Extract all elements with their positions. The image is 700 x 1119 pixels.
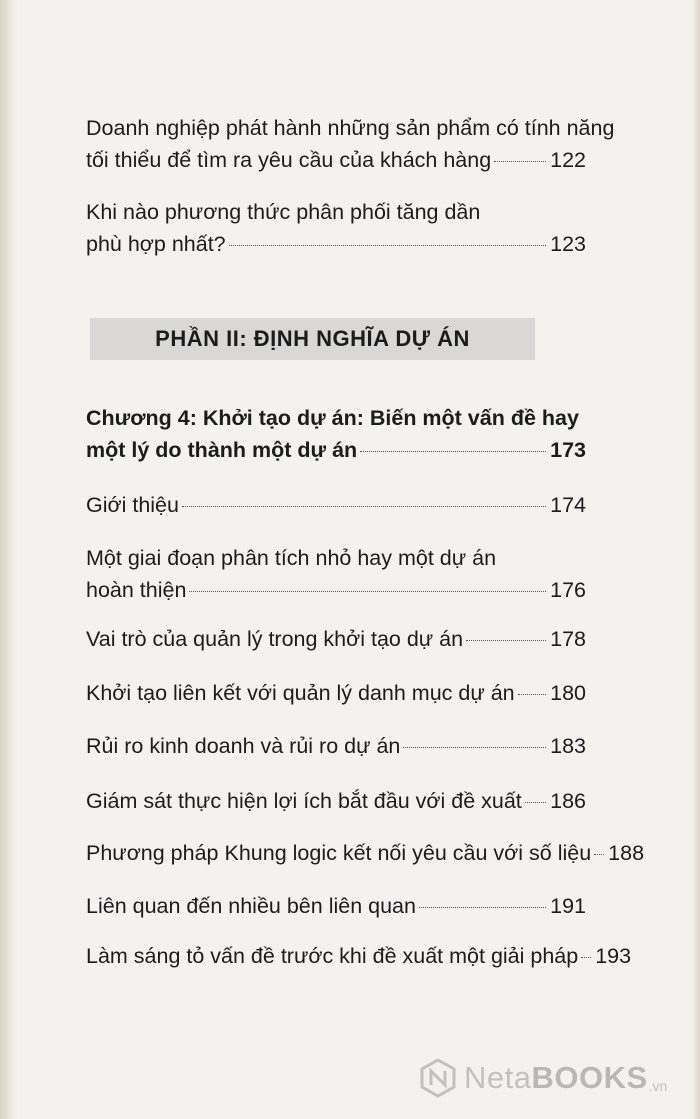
toc-entry-line2: Vai trò của quản lý trong khởi tạo dự án: [86, 627, 464, 651]
dot-leader: [494, 161, 546, 162]
toc-entry-line1: Chương 4: Khởi tạo dự án: Biến một vấn đề hay: [86, 406, 579, 430]
watermark-brand-bold: BOOKS: [531, 1060, 648, 1095]
toc-entry-line1: Một giai đoạn phân tích nhỏ hay một dự án: [86, 546, 497, 570]
toc-entry-line1: Doanh nghiệp phát hành những sản phẩm có tính năng: [86, 116, 615, 140]
toc-entry-logframe: [86, 837, 645, 869]
toc-entry-incremental-delivery: [86, 196, 586, 260]
toc-page-number: 176: [550, 578, 586, 602]
dot-leader: [525, 802, 546, 803]
toc-entry-line2: phù hợp nhất?: [86, 232, 226, 256]
toc-entry-line2: Phương pháp Khung logic kết nối yêu cầu với số liệu: [86, 841, 592, 865]
dot-leader: [518, 694, 546, 695]
toc-entry-line2: Khởi tạo liên kết với quản lý danh mục dự án: [86, 681, 515, 705]
page-edge-shadow: [692, 0, 700, 1119]
watermark-brand: [464, 1060, 648, 1096]
toc-entry-line2: hoàn thiện: [86, 578, 187, 602]
toc-entry-line2: tối thiểu để tìm ra yêu cầu của khách hàng: [86, 148, 492, 172]
dot-leader: [360, 451, 546, 452]
toc-page-number: 123: [550, 232, 586, 256]
dot-leader: [581, 957, 591, 958]
toc-entry-line2: Giới thiệu: [86, 493, 179, 517]
toc-page-number: 188: [608, 841, 645, 865]
toc-entry-clarify-problem: [86, 940, 632, 972]
book-spine-shadow: [0, 0, 18, 1119]
watermark-suffix: .vn: [648, 1078, 668, 1094]
dot-leader: [419, 907, 546, 908]
toc-page-number: 173: [550, 438, 586, 462]
dot-leader: [466, 640, 546, 641]
toc-page-number: 193: [595, 944, 632, 968]
toc-entry-line2: Giám sát thực hiện lợi ích bắt đầu với đề xuất: [86, 789, 522, 813]
toc-entry-portfolio: [86, 677, 586, 709]
toc-page-number: 191: [550, 894, 586, 918]
dot-leader: [594, 854, 604, 855]
toc-entry-line2: Liên quan đến nhiều bên liên quan: [86, 894, 416, 918]
toc-entry-chapter-4: [86, 402, 586, 466]
toc-entry-line1: Khi nào phương thức phân phối tăng dần: [86, 200, 481, 224]
dot-leader: [189, 591, 546, 592]
toc-entry-small-analysis: [86, 542, 586, 606]
toc-page-number: 183: [550, 734, 586, 758]
part-heading: PHẦN II: ĐỊNH NGHĨA DỰ ÁN: [90, 318, 535, 360]
toc-page-number: 178: [550, 627, 586, 651]
watermark-brand-light: Neta: [464, 1060, 532, 1095]
toc-entry-mvp: [86, 112, 615, 176]
toc-entry-line2: Rủi ro kinh doanh và rủi ro dự án: [86, 734, 401, 758]
toc-page-number: 180: [550, 681, 586, 705]
toc-entry-benefits: [86, 785, 586, 817]
toc-page-number: 122: [550, 148, 586, 172]
toc-entry-line2: một lý do thành một dự án: [86, 438, 358, 462]
toc-entry-stakeholders: [86, 890, 586, 922]
toc-entry-risk: [86, 730, 586, 762]
netabooks-logo-icon: [418, 1058, 458, 1098]
netabooks-watermark: [418, 1056, 667, 1100]
toc-page-number: 174: [550, 493, 586, 517]
toc-page-number: 186: [550, 789, 586, 813]
dot-leader: [229, 245, 546, 246]
toc-entry-line2: Làm sáng tỏ vấn đề trước khi đề xuất một giải pháp: [86, 944, 579, 968]
toc-entry-introduction: [86, 489, 586, 521]
dot-leader: [182, 506, 546, 507]
dot-leader: [403, 747, 546, 748]
toc-entry-management-role: [86, 623, 586, 655]
